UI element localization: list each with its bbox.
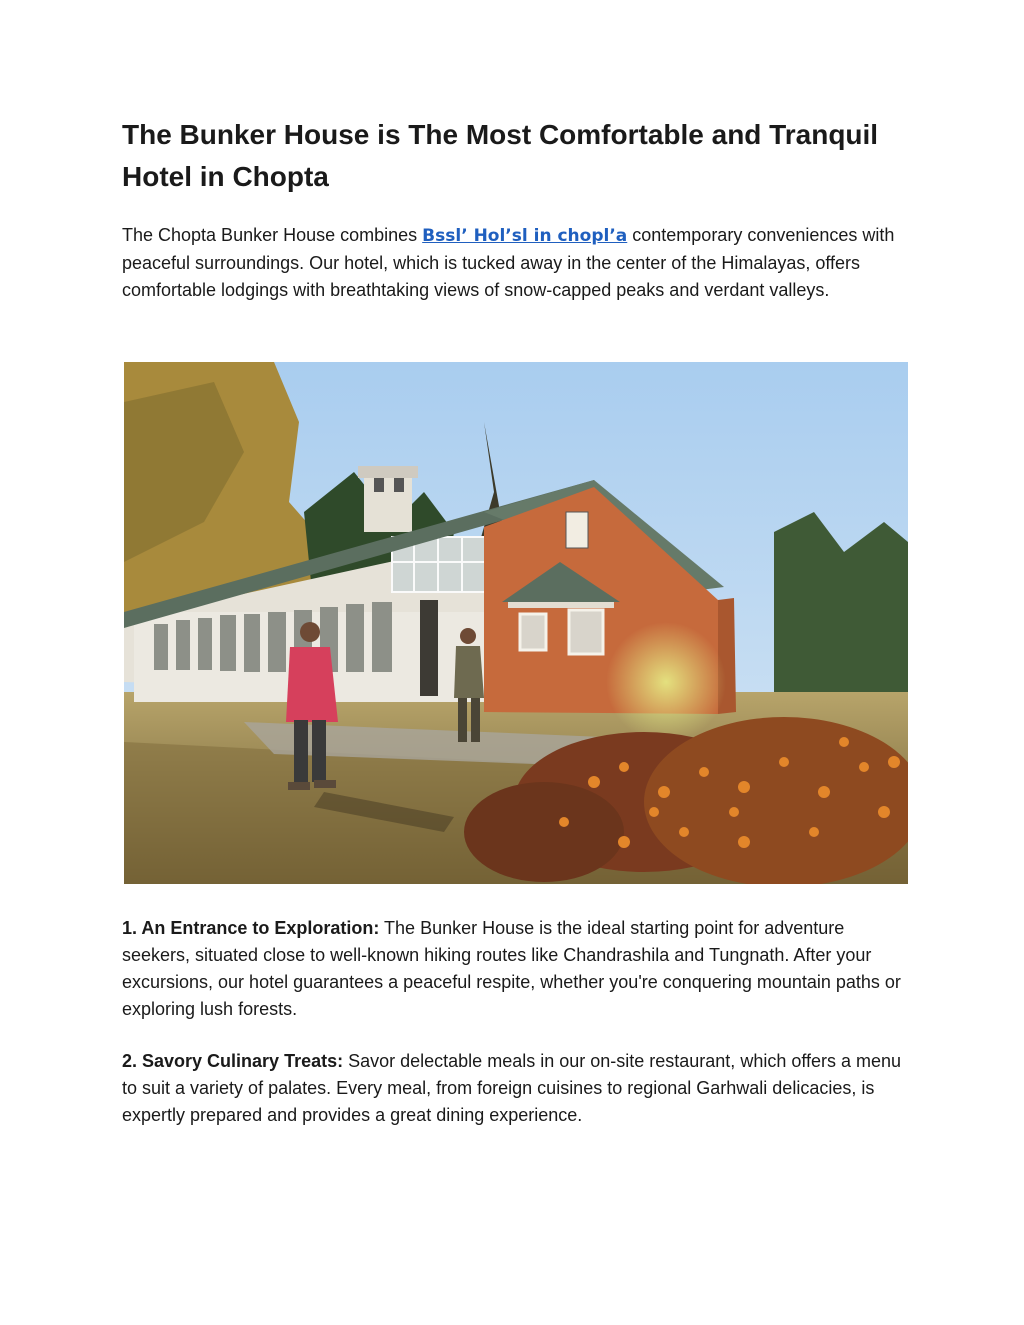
section-exploration-body: The Bunker House is the ideal starting point for adventure seekers, situated close to well-known hiking routes like Chandrashila and Tungnath. After your excursions, our hotel guarantees a peaceful respite, whether you're conquering mountain paths or exploring lush forests. — [122, 918, 901, 1019]
section-culinary-body: Savor delectable meals in our on-site restaurant, which offers a menu to suit a variety of palates. Every meal, from foreign cuisines to regional Garhwali delicacies, is expertly prepared and provides a great dining experience. — [122, 1051, 902, 1125]
page-title: The Bunker House is The Most Comfortable and Tranquil Hotel in Chopta — [122, 119, 879, 192]
section-culinary — [122, 1048, 912, 1129]
section-exploration-heading: 1. An Entrance to Exploration: — [122, 918, 380, 938]
bay-window — [569, 610, 603, 654]
intro-text-before-link: The Chopta Bunker House combines — [122, 225, 423, 245]
section-exploration — [122, 915, 912, 1023]
chimney — [364, 472, 412, 532]
lens-flare — [606, 622, 726, 742]
section-culinary-heading: 2. Savory Culinary Treats: — [122, 1051, 344, 1071]
intro-text-after-link: contemporary conveniences with peaceful surroundings. Our hotel, which is tucked away in the center of the Himalayas, offers comfortable lodgings with breathtaking views of snow-capped peaks and verdant valleys. — [122, 225, 895, 300]
building-sign — [566, 512, 588, 548]
hotel-link[interactable]: Bssl’ Hol’sl in chopl’a — [422, 226, 628, 246]
intro-paragraph — [122, 222, 912, 304]
bunker-house-photo — [124, 362, 908, 884]
entrance-door — [420, 600, 438, 696]
